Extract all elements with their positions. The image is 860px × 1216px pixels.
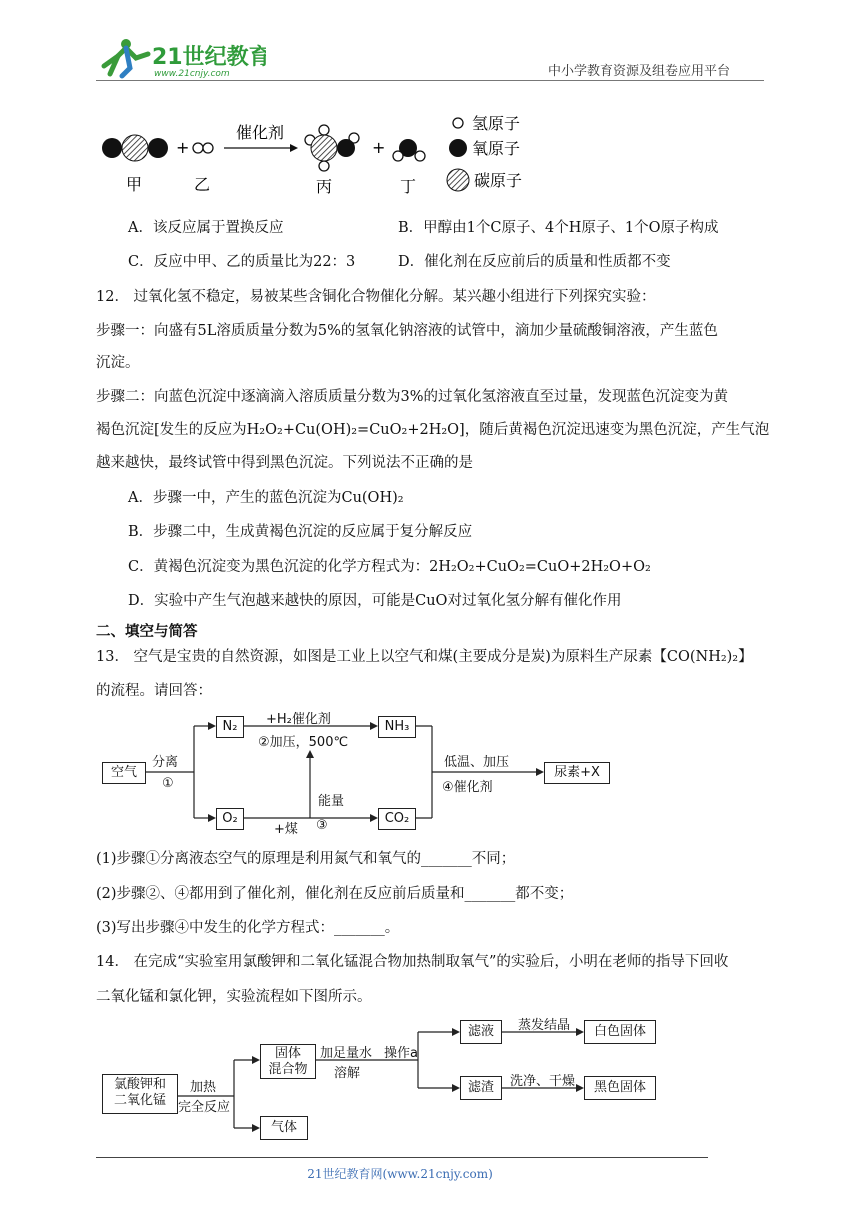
legend-oxygen: 氧原子 <box>472 139 521 158</box>
box-start-line1: 氯酸钾和 <box>113 1077 166 1092</box>
label-low-temp: 低温、加压 <box>444 755 510 770</box>
q12-line-3: 沉淀。 <box>96 355 140 371</box>
label-evaporate: 蒸发结晶 <box>518 1018 571 1033</box>
q11-option-a: A．该反应属于置换反应 <box>128 220 284 236</box>
q13-sub-1: (1)步骤①分离液态空气的原理是利用氮气和氧气的_______不同； <box>96 851 516 867</box>
q12-option-c: C．黄褐色沉淀变为黑色沉淀的化学方程式为：2H₂O₂+CuO₂=CuO+2H₂O+O₂ <box>128 559 651 575</box>
q13-sub-2: (2)步骤②、④都用到了催化剂，催化剂在反应前后质量和_______都不变； <box>96 886 574 902</box>
legend-hydrogen-icon <box>453 118 463 128</box>
box-n2: N₂ <box>216 716 244 738</box>
label-h2-catalyst: +H₂催化剂 <box>266 712 331 727</box>
footer-link[interactable]: 21世纪教育网(www.21cnjy.com) <box>307 1167 493 1181</box>
label-step2: ②加压，500℃ <box>258 735 349 750</box>
label-ding: 丁 <box>400 177 417 196</box>
q14-line-1: 14． 在完成“实验室用氯酸钾和二氧化锰混合物加热制取氧气”的实验后，小明在老师的指导下回收 <box>96 954 729 970</box>
label-step4: ④催化剂 <box>442 780 493 795</box>
box-gas: 气体 <box>260 1116 308 1140</box>
logo-text: 21世纪教育 <box>152 45 266 70</box>
label-heat: 加热 <box>190 1080 217 1095</box>
arrow-head-icon <box>290 144 298 152</box>
label-wash-dry: 洗净、干燥 <box>510 1074 576 1089</box>
header-divider <box>96 80 764 81</box>
label-jia: 甲 <box>126 175 143 194</box>
box-filtrate: 滤液 <box>460 1020 502 1044</box>
section-title: 二、填空与简答 <box>96 624 198 640</box>
box-urea: 尿素+X <box>544 762 610 784</box>
legend-carbon-icon <box>447 169 469 191</box>
label-complete-reaction: 完全反应 <box>178 1100 231 1115</box>
logo-url: www.21cnjy.com <box>154 69 230 79</box>
box-solid-mixture <box>260 1044 316 1079</box>
q12-option-b: B．步骤二中，生成黄褐色沉淀的反应属于复分解反应 <box>128 524 473 540</box>
plus-sign-1: + <box>176 138 190 157</box>
box-solid-line2: 混合物 <box>268 1062 308 1077</box>
q13-line-1: 13． 空气是宝贵的自然资源，如图是工业上以空气和煤(主要成分是炭)为原料生产尿素【CO(NH₂)₂】 <box>96 649 753 665</box>
site-logo <box>96 34 266 80</box>
molecule-yi-icon <box>193 143 213 153</box>
label-coal: +煤 <box>274 822 298 837</box>
box-o2: O₂ <box>216 808 244 830</box>
label-dissolve: 溶解 <box>334 1066 361 1081</box>
label-yi: 乙 <box>194 175 211 194</box>
runner-logo-icon <box>96 34 266 80</box>
q12-line-5: 褐色沉淀[发生的反应为H₂O₂+Cu(OH)₂=CuO₂+2H₂O]，随后黄褐色沉淀迅速变为黑色沉淀，产生气泡 <box>96 422 770 438</box>
q14-line-2: 二氧化锰和氯化钾，实验流程如下图所示。 <box>96 989 372 1005</box>
molecule-jia-icon <box>102 135 168 161</box>
legend-carbon: 碳原子 <box>474 171 523 190</box>
q11-option-b: B．甲醇由1个C原子、4个H原子、1个O原子构成 <box>398 220 719 236</box>
label-operation-a: 操作a <box>384 1046 418 1061</box>
q13-sub-3: (3)写出步骤④中发生的化学方程式：_______。 <box>96 920 400 936</box>
label-bing: 丙 <box>316 177 333 196</box>
q14-flowchart <box>100 1012 670 1144</box>
box-air: 空气 <box>102 762 146 784</box>
box-start <box>102 1074 178 1114</box>
box-residue: 滤渣 <box>460 1076 502 1100</box>
label-separate: 分离 <box>152 755 179 770</box>
label-step3: ③ <box>316 818 328 833</box>
box-solid-line1: 固体 <box>274 1046 301 1061</box>
q11-option-c: C．反应中甲、乙的质量比为22：3 <box>128 254 356 270</box>
label-step1: ① <box>162 776 174 791</box>
q12-line-1: 12． 过氧化氢不稳定，易被某些含铜化合物催化分解。某兴趣小组进行下列探究实验： <box>96 289 656 305</box>
q12-line-4: 步骤二：向蓝色沉淀中逐滴滴入溶质质量分数为3%的过氧化氢溶液直至过量，发现蓝色沉淀变为黄 <box>96 389 728 405</box>
box-nh3: NH₃ <box>378 716 416 738</box>
arrow-label: 催化剂 <box>236 123 285 142</box>
box-white-solid: 白色固体 <box>584 1020 656 1044</box>
footer-divider <box>96 1157 708 1158</box>
header-platform-text: 中小学教育资源及组卷应用平台 <box>548 64 731 79</box>
q11-option-d: D．催化剂在反应前后的质量和性质都不变 <box>398 254 671 270</box>
q12-option-d: D．实验中产生气泡越来越快的原因，可能是CuO对过氧化氢分解有催化作用 <box>128 593 622 609</box>
q12-line-6: 越来越快，最终试管中得到黑色沉淀。下列说法不正确的是 <box>96 455 473 471</box>
label-add-water: 加足量水 <box>320 1046 373 1061</box>
q13-line-2: 的流程。请回答： <box>96 683 212 699</box>
q12-option-a: A．步骤一中，产生的蓝色沉淀为Cu(OH)₂ <box>128 490 404 506</box>
legend-oxygen-icon <box>449 139 467 157</box>
legend-hydrogen: 氢原子 <box>472 114 521 133</box>
box-co2: CO₂ <box>378 808 416 830</box>
box-start-line2: 二氧化锰 <box>113 1093 166 1108</box>
molecule-bing-icon <box>305 125 359 171</box>
reaction-diagram <box>96 108 556 202</box>
q12-line-2: 步骤一：向盛有5L溶质质量分数为5%的氢氧化钠溶液的试管中，滴加少量硫酸铜溶液，产生蓝色 <box>96 323 718 339</box>
molecule-ding-icon <box>393 139 425 161</box>
box-black-solid: 黑色固体 <box>584 1076 656 1100</box>
label-energy: 能量 <box>318 794 345 809</box>
q13-flowchart <box>96 706 626 837</box>
plus-sign-2: + <box>372 138 386 157</box>
